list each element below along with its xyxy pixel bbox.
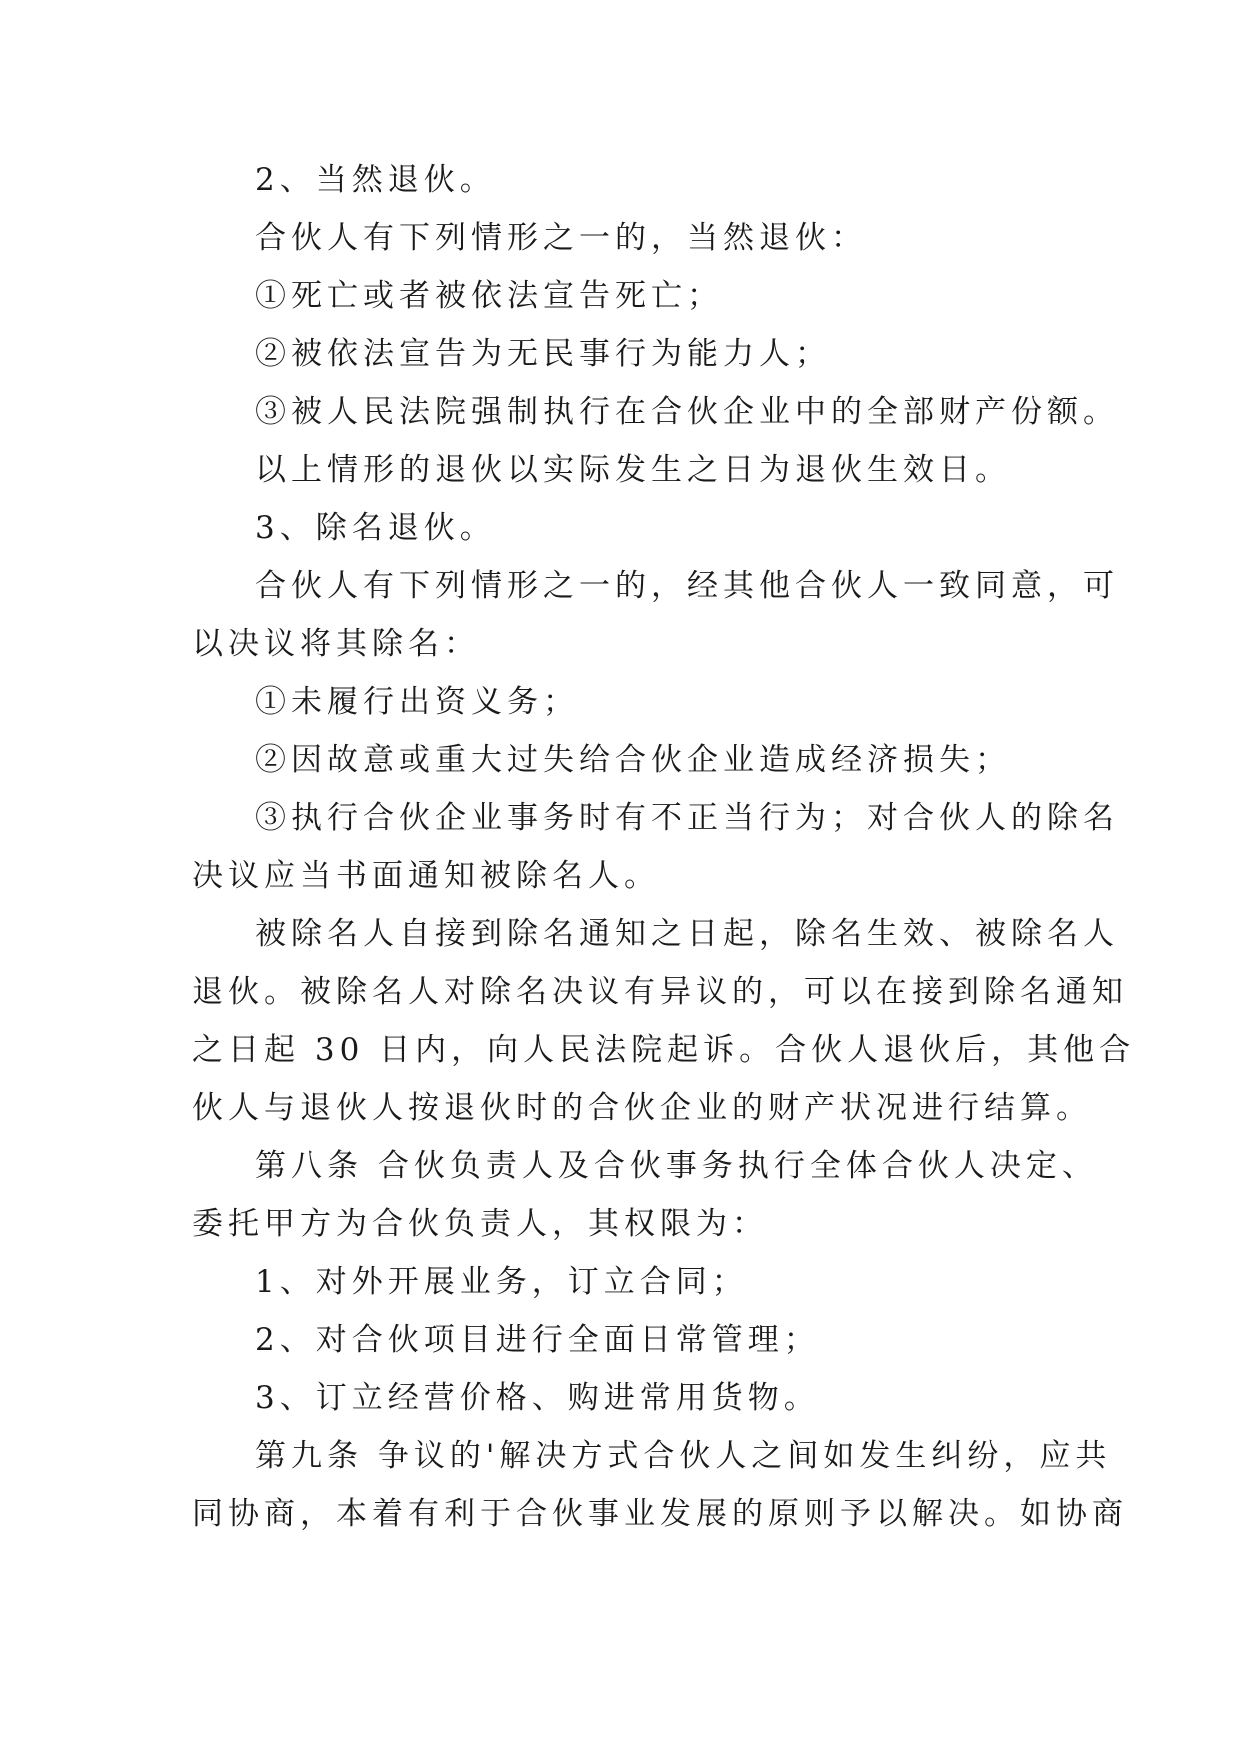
- text-line: 之日起 30 日内，向人民法院起诉。合伙人退伙后，其他合: [192, 1032, 1136, 1068]
- text-line: 委托甲方为合伙负责人，其权限为：: [192, 1206, 768, 1242]
- text-line: 1、对外开展业务，订立合同；: [255, 1264, 748, 1300]
- text-line: 2、对合伙项目进行全面日常管理；: [255, 1322, 820, 1358]
- text-line: ③被人民法院强制执行在合伙企业中的全部财产份额。: [255, 394, 1119, 430]
- text-line: ①未履行出资义务；: [255, 684, 579, 720]
- text-line: 被除名人自接到除名通知之日起，除名生效、被除名人: [255, 916, 1119, 952]
- text-line: 退伙。被除名人对除名决议有异议的，可以在接到除名通知: [192, 974, 1128, 1010]
- text-line: 伙人与退伙人按退伙时的合伙企业的财产状况进行结算。: [192, 1090, 1092, 1126]
- text-line: 以决议将其除名：: [192, 626, 480, 662]
- text-line: 合伙人有下列情形之一的，经其他合伙人一致同意，可: [255, 568, 1119, 604]
- text-line: 3、订立经营价格、购进常用货物。: [255, 1380, 820, 1416]
- text-line: 2、当然退伙。: [255, 162, 496, 198]
- text-line: 第八条 合伙负责人及合伙事务执行全体合伙人决定、: [255, 1148, 1098, 1184]
- text-line: 合伙人有下列情形之一的，当然退伙：: [255, 220, 867, 256]
- text-line: 以上情形的退伙以实际发生之日为退伙生效日。: [255, 452, 1011, 488]
- text-line: 决议应当书面通知被除名人。: [192, 858, 660, 894]
- text-line: ②因故意或重大过失给合伙企业造成经济损失；: [255, 742, 1011, 778]
- text-line: 同协商，本着有利于合伙事业发展的原则予以解决。如协商: [192, 1496, 1128, 1532]
- text-line: 3、除名退伙。: [255, 510, 496, 546]
- text-line: ③执行合伙企业事务时有不正当行为；对合伙人的除名: [255, 800, 1119, 836]
- text-line: ①死亡或者被依法宣告死亡；: [255, 278, 723, 314]
- text-line: ②被依法宣告为无民事行为能力人；: [255, 336, 831, 372]
- text-line: 第九条 争议的'解决方式合伙人之间如发生纠纷，应共: [255, 1438, 1112, 1474]
